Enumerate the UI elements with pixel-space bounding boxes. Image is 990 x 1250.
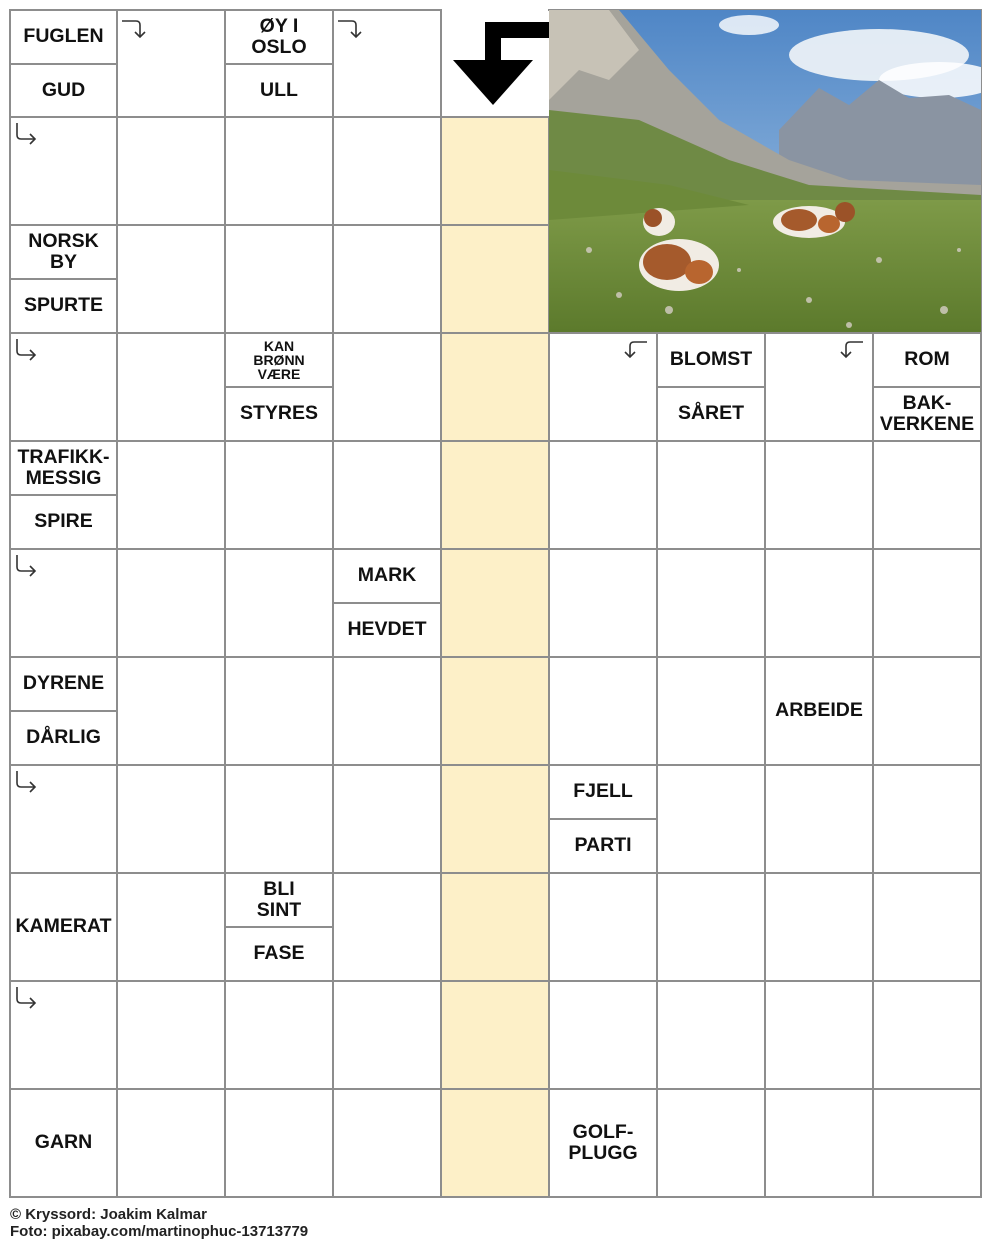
clue-darlig: DÅRLIG bbox=[10, 711, 117, 765]
clue-divider bbox=[872, 386, 982, 388]
gridline-h bbox=[9, 656, 982, 658]
clue-dyrene: DYRENE bbox=[10, 657, 117, 711]
crossword-credit: © Kryssord: Joakim Kalmar bbox=[10, 1206, 207, 1223]
gridline-h bbox=[9, 332, 982, 334]
gridline-h bbox=[9, 980, 982, 982]
gridline-h bbox=[9, 224, 550, 226]
cell-r11-c4[interactable] bbox=[333, 1089, 441, 1197]
clue-blomst: BLOMST bbox=[657, 333, 765, 387]
cell-r8-c4[interactable] bbox=[333, 765, 441, 873]
gridline-h bbox=[9, 440, 982, 442]
clue-kan-bronn-vaere: KAN BRØNN VÆRE bbox=[225, 333, 333, 387]
cell-r2-c5[interactable] bbox=[441, 117, 549, 225]
down-right-arrow-icon bbox=[13, 553, 43, 583]
cell-r11-c8[interactable] bbox=[765, 1089, 873, 1197]
clue-divider bbox=[224, 926, 334, 928]
cell-r6-c6[interactable] bbox=[549, 549, 657, 657]
gridline-v bbox=[224, 9, 226, 1198]
gridline-v bbox=[9, 9, 11, 1198]
cell-r2-c3[interactable] bbox=[225, 117, 333, 225]
clue-ull: ULL bbox=[225, 64, 333, 117]
clue-parti: PARTI bbox=[549, 819, 657, 873]
cell-r11-c9[interactable] bbox=[873, 1089, 981, 1197]
cell-r7-c9[interactable] bbox=[873, 657, 981, 765]
down-right-arrow-icon bbox=[13, 769, 43, 799]
clue-divider bbox=[224, 386, 334, 388]
photo-credit: Foto: pixabay.com/martinophuc-13713779 bbox=[10, 1223, 309, 1240]
cell-r6-c8[interactable] bbox=[765, 549, 873, 657]
cell-r3-c2[interactable] bbox=[117, 225, 225, 333]
cell-r8-c7[interactable] bbox=[657, 765, 765, 873]
cell-r4-c4[interactable] bbox=[333, 333, 441, 441]
cell-r11-c5[interactable] bbox=[441, 1089, 549, 1197]
clue-divider bbox=[9, 63, 118, 65]
gridline-h bbox=[9, 548, 982, 550]
cell-r6-c5[interactable] bbox=[441, 549, 549, 657]
clue-divider bbox=[332, 602, 442, 604]
cell-r4-c5[interactable] bbox=[441, 333, 549, 441]
gridline-h bbox=[9, 1088, 982, 1090]
clue-fuglen: FUGLEN bbox=[10, 10, 117, 64]
clue-mark: MARK bbox=[333, 549, 441, 603]
clue-garn: GARN bbox=[10, 1089, 117, 1197]
down-right-arrow-icon bbox=[13, 121, 43, 151]
cell-r5-c8[interactable] bbox=[765, 441, 873, 549]
left-down-arrow-icon bbox=[838, 338, 866, 362]
cell-r5-c2[interactable] bbox=[117, 441, 225, 549]
solution-arrow-icon bbox=[441, 10, 549, 117]
down-right-arrow-icon bbox=[13, 985, 43, 1015]
clue-hevdet: HEVDET bbox=[333, 603, 441, 657]
cell-r8-c2[interactable] bbox=[117, 765, 225, 873]
cell-r11-c3[interactable] bbox=[225, 1089, 333, 1197]
cell-r7-c6[interactable] bbox=[549, 657, 657, 765]
clue-trafikkmessig: TRAFIKK- MESSIG bbox=[10, 441, 117, 495]
cell-r3-c5[interactable] bbox=[441, 225, 549, 333]
clue-divider bbox=[224, 63, 334, 65]
cell-r7-c5[interactable] bbox=[441, 657, 549, 765]
cell-r9-c8[interactable] bbox=[765, 873, 873, 981]
cell-r10-c7[interactable] bbox=[657, 981, 765, 1089]
gridline-h bbox=[9, 9, 442, 11]
cell-r5-c5[interactable] bbox=[441, 441, 549, 549]
clue-divider bbox=[9, 278, 118, 280]
cell-r3-c3[interactable] bbox=[225, 225, 333, 333]
clue-fjell: FJELL bbox=[549, 765, 657, 819]
cell-r9-c6[interactable] bbox=[549, 873, 657, 981]
cell-r10-c9[interactable] bbox=[873, 981, 981, 1089]
clue-rom: ROM bbox=[873, 333, 981, 387]
credits bbox=[10, 1206, 308, 1240]
cell-r5-c4[interactable] bbox=[333, 441, 441, 549]
cell-r5-c6[interactable] bbox=[549, 441, 657, 549]
cell-r9-c4[interactable] bbox=[333, 873, 441, 981]
clue-norsk-by: NORSK BY bbox=[10, 225, 117, 279]
cell-r8-c8[interactable] bbox=[765, 765, 873, 873]
right-down-arrow-icon bbox=[336, 16, 364, 42]
gridline-h bbox=[9, 764, 982, 766]
cell-r9-c2[interactable] bbox=[117, 873, 225, 981]
clue-divider bbox=[548, 818, 658, 820]
cell-r9-c5[interactable] bbox=[441, 873, 549, 981]
cell-r10-c3[interactable] bbox=[225, 981, 333, 1089]
cell-r6-c3[interactable] bbox=[225, 549, 333, 657]
clue-arbeide: ARBEIDE bbox=[765, 657, 873, 765]
clue-bakverkene: BAK- VERKENE bbox=[873, 387, 981, 441]
gridline-v bbox=[116, 9, 118, 1198]
cell-r11-c2[interactable] bbox=[117, 1089, 225, 1197]
cell-r11-c7[interactable] bbox=[657, 1089, 765, 1197]
clue-spire: SPIRE bbox=[10, 495, 117, 549]
cell-r10-c2[interactable] bbox=[117, 981, 225, 1089]
gridline-h bbox=[9, 872, 982, 874]
cell-r9-c7[interactable] bbox=[657, 873, 765, 981]
cell-r7-c3[interactable] bbox=[225, 657, 333, 765]
clue-styres: STYRES bbox=[225, 387, 333, 441]
cell-r9-c9[interactable] bbox=[873, 873, 981, 981]
cell-r8-c3[interactable] bbox=[225, 765, 333, 873]
cell-r4-c2[interactable] bbox=[117, 333, 225, 441]
cell-r6-c7[interactable] bbox=[657, 549, 765, 657]
cell-r10-c8[interactable] bbox=[765, 981, 873, 1089]
cell-r7-c7[interactable] bbox=[657, 657, 765, 765]
cell-r5-c3[interactable] bbox=[225, 441, 333, 549]
cell-r5-c7[interactable] bbox=[657, 441, 765, 549]
clue-saret: SÅRET bbox=[657, 387, 765, 441]
cell-r6-c2[interactable] bbox=[117, 549, 225, 657]
clue-oy-i-oslo: ØY I OSLO bbox=[225, 10, 333, 64]
clue-gud: GUD bbox=[10, 64, 117, 117]
cell-r2-c4[interactable] bbox=[333, 117, 441, 225]
cell-r5-c9[interactable] bbox=[873, 441, 981, 549]
cell-r7-c4[interactable] bbox=[333, 657, 441, 765]
cell-r10-c6[interactable] bbox=[549, 981, 657, 1089]
gridline-h bbox=[9, 1196, 982, 1198]
clue-golfplugg: GOLF- PLUGG bbox=[549, 1089, 657, 1197]
left-down-arrow-icon bbox=[622, 338, 650, 362]
clue-divider bbox=[656, 386, 766, 388]
cell-r10-c5[interactable] bbox=[441, 981, 549, 1089]
down-right-arrow-icon bbox=[13, 337, 43, 367]
clue-kamerat: KAMERAT bbox=[10, 873, 117, 981]
cell-r8-c9[interactable] bbox=[873, 765, 981, 873]
clue-spurte: SPURTE bbox=[10, 279, 117, 333]
clue-bli-sint: BLI SINT bbox=[225, 873, 333, 927]
right-down-arrow-icon bbox=[120, 16, 148, 42]
cell-r3-c4[interactable] bbox=[333, 225, 441, 333]
cell-r8-c5[interactable] bbox=[441, 765, 549, 873]
clue-divider bbox=[9, 710, 118, 712]
cell-r10-c4[interactable] bbox=[333, 981, 441, 1089]
cell-r6-c9[interactable] bbox=[873, 549, 981, 657]
cell-r2-c2[interactable] bbox=[117, 117, 225, 225]
cell-r7-c2[interactable] bbox=[117, 657, 225, 765]
cow-meadow-photo bbox=[549, 10, 981, 332]
clue-divider bbox=[9, 494, 118, 496]
clue-fase: FASE bbox=[225, 927, 333, 981]
